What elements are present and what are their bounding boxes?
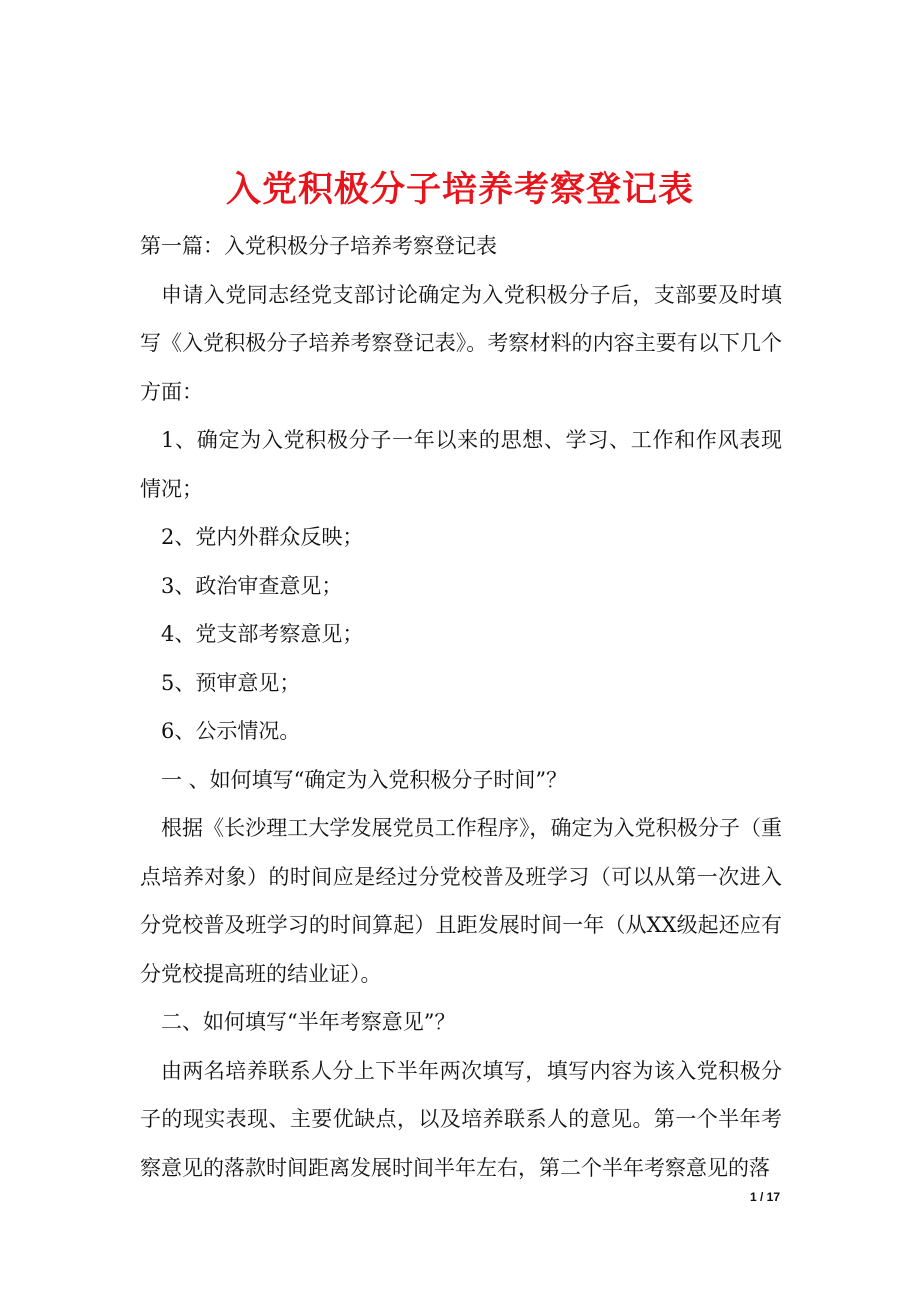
document-body <box>140 222 782 1192</box>
paragraph-intro: 申请入党同志经党支部讨论确定为入党积极分子后，支部要及时填写《入党积极分子培养考察登记表》。考察材料的内容主要有以下几个方面： <box>140 282 782 404</box>
list-item: 1、确定为入党积极分子一年以来的思想、学习、工作和作风表现情况； <box>140 428 782 501</box>
document-title: 入党积极分子培养考察登记表 <box>225 169 694 211</box>
subheading-question-two: 二、如何填写“半年考察意见”？ <box>161 1010 456 1034</box>
paragraph-answer-two: 由两名培养联系人分上下半年两次填写，填写内容为该入党积极分子的现实表现、主要优缺点，以及培养联系人的意见。第一个半年考察意见的落款时间距离发展时间半年左右，第二个半年考察意见的落 <box>140 1058 782 1180</box>
list-item: 3、政治审查意见； <box>161 573 343 598</box>
subheading-question-one: 一 、如何填写“确定为入党积极分子时间”？ <box>161 767 568 792</box>
page-number: 1 / 17 <box>749 1190 780 1204</box>
list-item: 6、公示情况。 <box>161 719 301 743</box>
list-item: 2、党内外群众反映； <box>161 525 364 549</box>
list-item: 5、预审意见； <box>161 670 301 695</box>
list-item: 4、党支部考察意见； <box>161 622 364 646</box>
paragraph-section-heading: 第一篇：入党积极分子培养考察登记表 <box>140 234 497 258</box>
paragraph-answer-one: 根据《长沙理工大学发展党员工作程序》，确定为入党积极分子（重点培养对象）的时间应是经过分党校普及班学习（可以从第一次进入分党校普及班学习的时间算起）且距发展时间一年（从XX级起还应有分党校提高班的结业证）。 <box>140 816 782 986</box>
